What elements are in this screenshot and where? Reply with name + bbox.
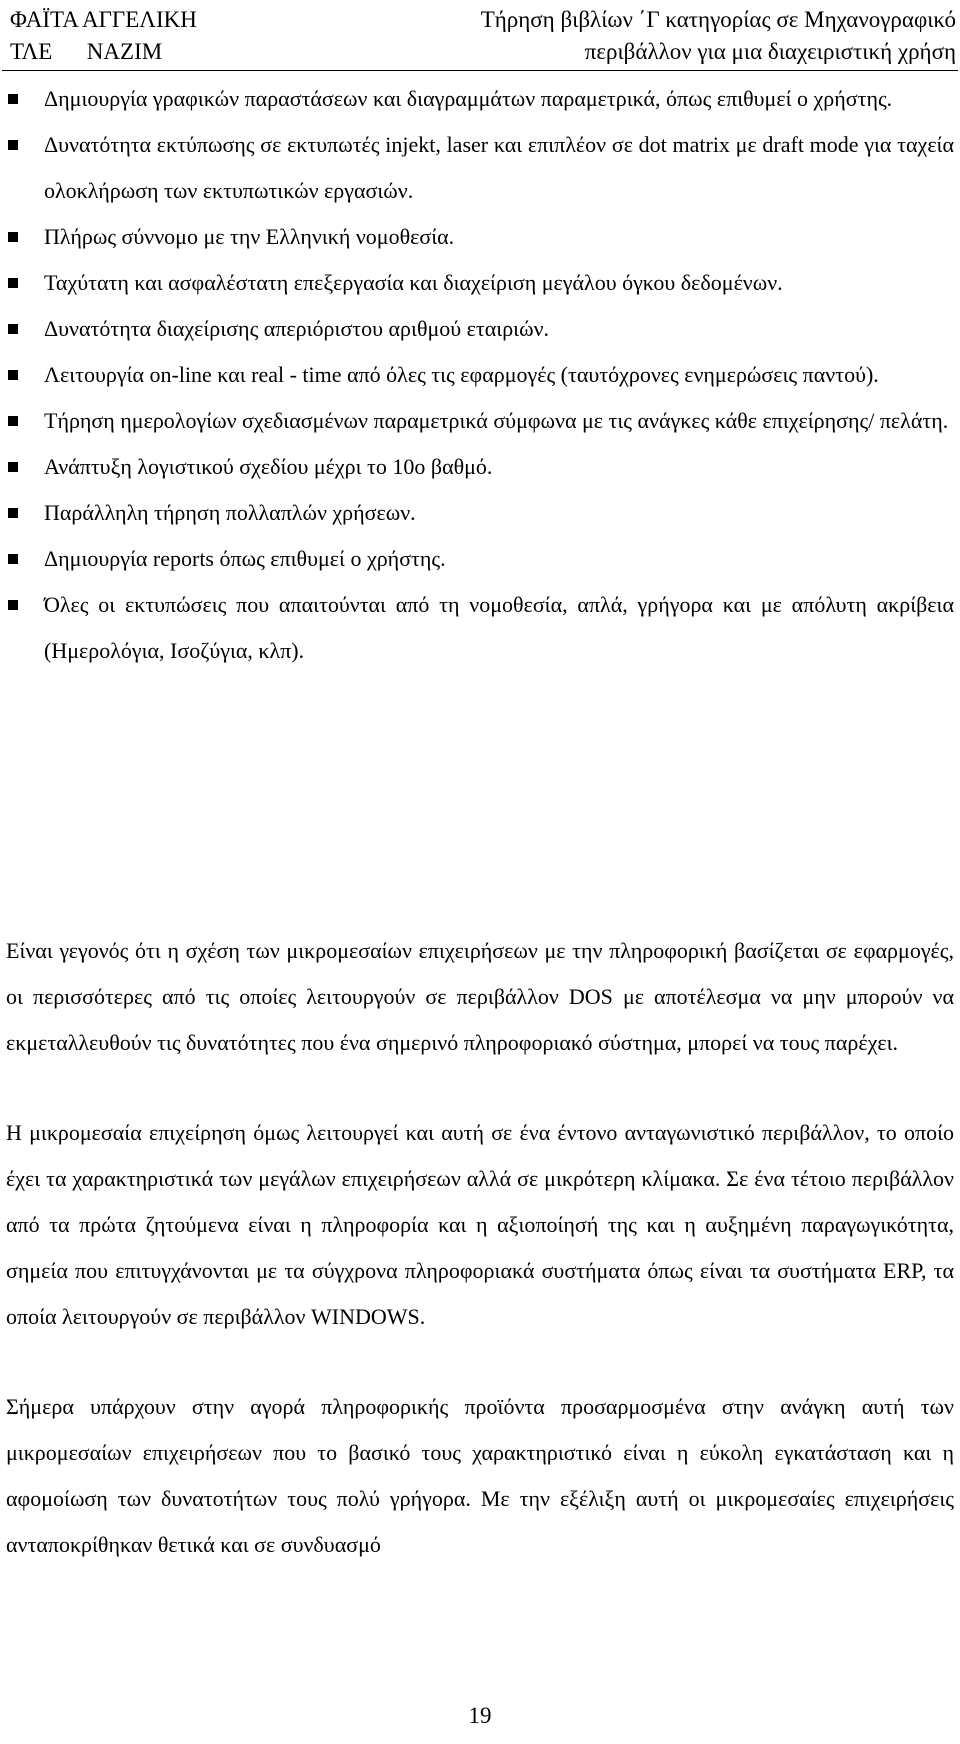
square-bullet-icon xyxy=(8,140,18,150)
header-title-line1: Τήρηση βιβλίων ΄Γ κατηγορίας σε Μηχανογραφικό xyxy=(480,7,956,32)
list-item-text: Παράλληλη τήρηση πολλαπλών χρήσεων. xyxy=(44,500,416,525)
square-bullet-icon xyxy=(8,462,18,472)
list-item-text: Δημιουργία reports όπως επιθυμεί ο χρήστης. xyxy=(44,546,446,571)
list-item-text: Ταχύτατη και ασφαλέστατη επεξεργασία και διαχείριση μεγάλου όγκου δεδομένων. xyxy=(44,270,783,295)
square-bullet-icon xyxy=(8,416,18,426)
list-item-text: Δυνατότητα διαχείρισης απεριόριστου αριθμού εταιριών. xyxy=(44,316,550,341)
list-item xyxy=(0,398,960,444)
square-bullet-icon xyxy=(8,370,18,380)
square-bullet-icon xyxy=(8,554,18,564)
list-item-text: Ανάπτυξη λογιστικού σχεδίου μέχρι το 10ο βαθμό. xyxy=(44,454,493,479)
page-header xyxy=(0,0,960,70)
list-item xyxy=(0,214,960,260)
list-item-text: Όλες οι εκτυπώσεις που απαιτούνται από τη νομοθεσία, απλά, γρήγορα και με απόλυτη ακρίβεια (Ημερολόγια, Ισοζύγια, κλπ). xyxy=(44,592,954,663)
list-item xyxy=(0,122,960,214)
list-item xyxy=(0,352,960,398)
list-item xyxy=(0,76,960,122)
header-author-name: ΦΑΪΤΑ ΑΓΓΕΛΙΚΗ xyxy=(10,7,197,32)
list-item xyxy=(0,444,960,490)
paragraph-erp-systems: Η μικρομεσαία επιχείρηση όμως λειτουργεί και αυτή σε ένα έντονο ανταγωνιστικό περιβάλλον, το οποίο έχει τα χαρακτηριστικά των μεγάλων επιχειρήσεων αλλά σε μικρότερη κλίμακα. Σε ένα τέτοιο περιβάλλον από τα πρώτα ζητούμενα είναι η πληροφορία και η αξιοποίησή της και η αυξημένη παραγωγικότητα, σημεία που επιτυγχάνονται με τα σύγχρονα πληροφοριακά συστήματα όπως είναι τα συστήματα ERP, τα οποία λειτουργούν σε περιβάλλον WINDOWS. xyxy=(6,1120,954,1329)
list-item-text: Λειτουργία on-line και real - time από όλες τις εφαρμογές (ταυτόχρονες ενημερώσεις παντού). xyxy=(44,362,879,387)
list-item xyxy=(0,260,960,306)
header-divider xyxy=(2,70,958,71)
page-number: 19 xyxy=(468,1703,492,1728)
list-item-text: Δημιουργία γραφικών παραστάσεων και διαγραμμάτων παραμετρικά, όπως επιθυμεί ο χρήστης. xyxy=(44,86,893,111)
header-author-dept: ΤΛΕ ΝΑΖΙΜ xyxy=(10,39,163,64)
list-item-text: Δυνατότητα εκτύπωσης σε εκτυπωτές injekt, laser και επιπλέον σε dot matrix με draft mode για ταχεία ολοκλήρωση των εκτυπωτικών εργασιών. xyxy=(44,132,954,203)
list-item xyxy=(0,306,960,352)
square-bullet-icon xyxy=(8,94,18,104)
body-text xyxy=(0,928,960,1612)
list-item xyxy=(0,536,960,582)
square-bullet-icon xyxy=(8,508,18,518)
list-item xyxy=(0,582,960,674)
header-author xyxy=(10,4,197,68)
paragraph-dos-applications: Είναι γεγονός ότι η σχέση των μικρομεσαίων επιχειρήσεων με την πληροφορική βασίζεται σε εφαρμογές, οι περισσότερες από τις οποίες λειτουργούν σε περιβάλλον DOS με αποτέλεσμα να μην μπορούν να εκμεταλλευθούν τις δυνατότητες που ένα σημερινό πληροφοριακό σύστημα, μπορεί να τους παρέχει. xyxy=(6,938,954,1055)
square-bullet-icon xyxy=(8,278,18,288)
list-item-text: Πλήρως σύννομο με την Ελληνική νομοθεσία. xyxy=(44,224,455,249)
square-bullet-icon xyxy=(8,324,18,334)
square-bullet-icon xyxy=(8,600,18,610)
feature-list xyxy=(0,76,960,674)
header-title-line2: περιβάλλον για μια διαχειριστική χρήση xyxy=(584,39,956,64)
paragraph-market-products: Σήμερα υπάρχουν στην αγορά πληροφορικής προϊόντα προσαρμοσμένα στην ανάγκη αυτή των μικρομεσαίων επιχειρήσεων που το βασικό τους χαρακτηριστικό είναι η εύκολη εγκατάσταση και η αφομοίωση των δυνατοτήτων τους πολύ γρήγορα. Με την εξέλιξη αυτή οι μικρομεσαίες επιχειρήσεις ανταποκρίθηκαν θετικά και σε συνδυασμό xyxy=(6,1394,954,1557)
header-title xyxy=(481,4,956,68)
list-item-text: Τήρηση ημερολογίων σχεδιασμένων παραμετρικά σύμφωνα με τις ανάγκες κάθε επιχείρησης/ πελάτη. xyxy=(44,408,949,433)
square-bullet-icon xyxy=(8,232,18,242)
list-item xyxy=(0,490,960,536)
